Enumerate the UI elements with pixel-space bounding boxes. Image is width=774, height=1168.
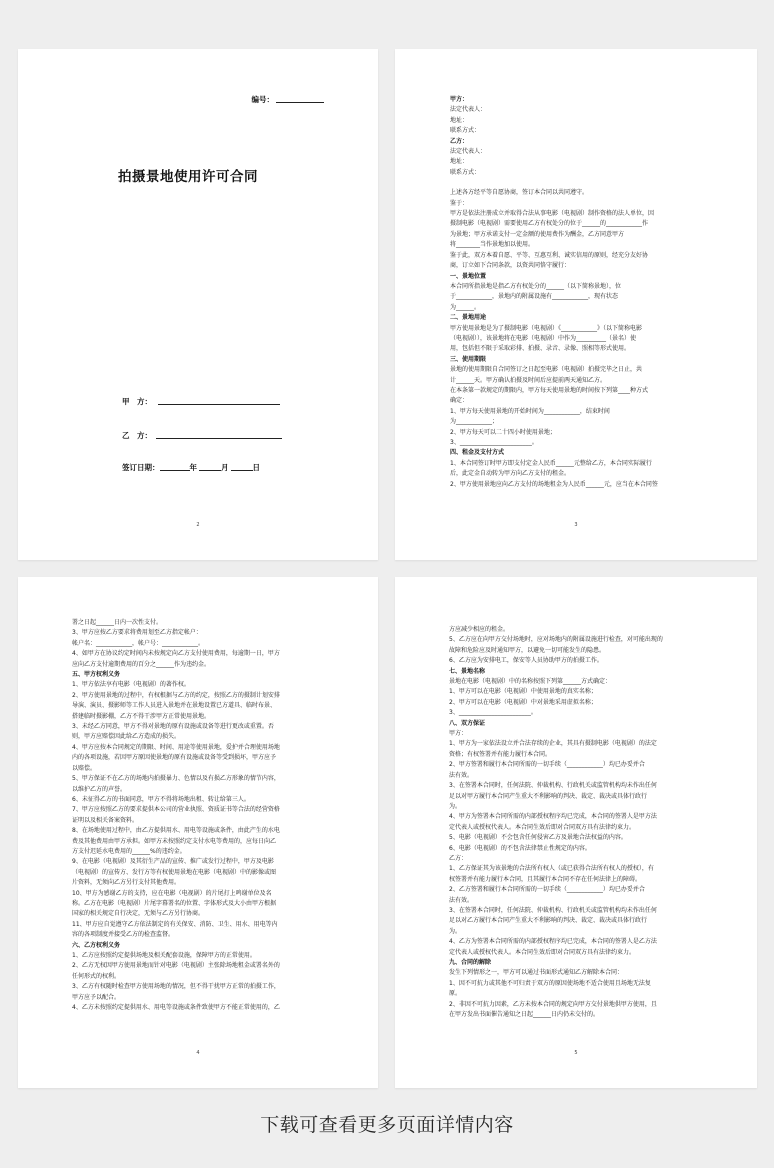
party-b-blank (156, 430, 282, 439)
body-line: （电视剧）的宣传方、发行方等有权使用景地在电影（电视剧）中的影像或图 (72, 868, 277, 876)
page-body (72, 618, 324, 1013)
body-line: 将________当作景地加以使用。 (450, 241, 535, 249)
body-line: 在甲方发出书面催告通知之日起______日内仍未交付的。 (449, 1011, 600, 1019)
body-line: 鉴于此，双方本着自愿、平等、互惠互利、诚实信用的原则，经充分友好协 (450, 251, 649, 259)
body-line: 发生下列情形之一，甲方可以通过书面形式通知乙方解除本合同： (449, 969, 624, 977)
body-line: 则，甲方应赔偿因此给乙方造成的损失。 (72, 733, 181, 741)
body-line: 上述各方经平等自愿协商，签订本合同以共同遵守。 (450, 189, 589, 197)
page-number: 4 (196, 1050, 200, 1056)
day-label: 日 (252, 463, 260, 472)
body-line: 甲方使用景地是为了摄制电影（电视剧）《____________》（以下简称电影 (450, 324, 643, 332)
contract-page-5 (395, 577, 757, 1088)
body-line: 鉴于： (450, 199, 469, 207)
body-line: 片资料，无须向乙方另行支付其他费用。 (72, 879, 181, 887)
section-heading: 四、租金及支付方式 (450, 449, 505, 457)
body-line: 1、因不可抗力或其他不可归责于双方的原因使场地不适合使用且场地无法复 (449, 979, 651, 987)
body-line: 6、未征得乙方的书面同意，甲方不得将场地出租、转让给第三人。 (72, 795, 250, 803)
body-line: 法有效。 (449, 896, 474, 904)
body-line: 4、甲方为签署本合同所需的内部授权程序均已完成，本合同的签署人是甲方法 (449, 813, 657, 821)
body-line: 4、乙方为签署本合同所需的内部授权程序均已完成，本合同的签署人是乙方法 (449, 938, 657, 946)
body-line: 2、甲方可以在电影（电视剧）中对景地采用虚拟名称； (449, 698, 597, 706)
body-line: 足以对乙方履行本合同产生重大不利影响的判决、裁定、裁决或具体行政行 (449, 917, 648, 925)
body-line: 3、在签署本合同时，任何法院、仲裁机构、行政机关或监管机构均未作出任何 (449, 782, 657, 790)
body-line: 为。 (449, 927, 462, 935)
body-line: 用，包括但不限于采取彩排、拍摄、录音、录像、照相等形式使用。 (450, 345, 631, 353)
body-line: 乙方： (449, 854, 468, 862)
body-line: 3、乙方有权随时检查甲方使用场地的情况，但不得干扰甲方正常的拍摄工作， (72, 983, 280, 991)
body-line: 为景地；甲方承诺支付一定金额的使用费作为酬金，乙方同意甲方 (450, 230, 625, 238)
body-line: 2、甲方每天可以二十四小时使用景地； (450, 428, 556, 436)
body-line: 方支付迟延水电费用的______%的违约金。 (72, 847, 186, 855)
body-line: 方应减少相应的租金。 (449, 626, 510, 633)
section-heading: 八、双方保证 (449, 719, 486, 727)
section-heading: 九、合同的解除 (449, 959, 492, 966)
body-line: 4、乙方未按照约定提供用水、用电等设施或条件致使甲方不能正常使用的，乙 (72, 1004, 280, 1012)
body-line: 1、乙方应按照约定提供场地及相关配套设施，保障甲方的正常使用。 (72, 952, 256, 959)
body-line: 足以对甲方履行本合同产生重大不利影响的判决、裁定、裁决或具体行政行 (449, 792, 648, 800)
body-line: 1、甲方每天使用景地的开始时间为____________，结束时间 (450, 407, 610, 415)
body-line: 署之日起______日内一次性支付。 (72, 619, 163, 626)
body-line: 联系方式： (450, 127, 481, 135)
body-line: 5、乙方应在向甲方交付场地时，应对场地内的附属设施进行检查，对可能出现的 (449, 636, 663, 644)
body-line: 1、甲方为一家依法设立并合法存续的企业，其具有摄制电影（电视剧）的法定 (449, 740, 657, 748)
body-line: 9、在电影（电视剧）及其衍生产品的宣传、推广或发行过程中，甲方及电影 (72, 858, 274, 866)
body-line: 5、电影（电视剧）不会包含任何侵害乙方及景地合法权益的内容。 (449, 834, 627, 842)
body-line: 地址： (450, 158, 469, 166)
body-line: 11、甲方应自觉遵守乙方依法制定的有关保安、消防、卫生、用水、用电等内 (72, 920, 278, 928)
body-line: 称。乙方在电影（电视剧）片尾字幕署名的位置、字体形式及大小由甲方根据 (72, 899, 277, 907)
body-line: 本合同所指景地是指乙方有权处分的______（以下简称景地），位 (450, 282, 622, 290)
section-heading: 六、乙方权利义务 (72, 941, 121, 949)
body-line: 1、乙方保证其为该景地的合法所有权人（或已获得合法所有权人的授权），有 (449, 865, 654, 873)
section-heading: 乙方： (450, 137, 469, 145)
body-line: 5、甲方保证不在乙方的场地内拍摄暴力、色情以及有损乙方形象的情节内容， (72, 775, 280, 783)
body-line: 为____________； (450, 418, 499, 426)
body-line: 2、非因不可抗力因素，乙方未按本合同的规定向甲方交付景地供甲方使用，且 (449, 1000, 657, 1008)
body-line: 资格；有权签署并有能力履行本合同。 (449, 750, 552, 758)
body-line: 法有效。 (449, 771, 474, 779)
day-blank (231, 462, 253, 471)
body-line: 3、甲方应按乙方要求将费用划至乙方指定帐户： (72, 629, 202, 637)
body-line: 1、甲方依法享有电影（电视剧）的著作权。 (72, 681, 190, 689)
body-line: 2、甲方使用景地应向乙方支付的场地租金为人民币______元，应当在本合同签 (450, 480, 658, 488)
section-heading: 甲方： (450, 96, 469, 103)
body-line: 1、本合同签订时甲方即支付定金人民币______元整给乙方，本合同实际履行 (450, 459, 652, 467)
body-line: 内的各项设施，若因甲方原因使景地的原有设施或设备等受到损坏，甲方应予 (72, 754, 277, 762)
serial-number-label: 编号： (251, 95, 274, 104)
body-line: 2、甲方签署和履行本合同所需的一切手续（____________）均已办妥并合 (449, 761, 645, 769)
party-a-label: 甲 方： (122, 397, 152, 406)
body-line: 在本条第一款规定的期限内，甲方每天使用景地的时间按下列第____种方式 (450, 386, 649, 394)
body-line: 法定代表人： (450, 106, 487, 114)
page-number: 5 (574, 1050, 578, 1056)
page-number: 3 (574, 522, 578, 528)
serial-number-field (252, 94, 325, 105)
body-line: 定代表人或授权代表人。本合同生效后即对合同双方具有法律约束力。 (449, 948, 636, 956)
body-line: 容的各项制度并接受乙方的检查监督。 (72, 931, 175, 939)
party-b-label: 乙 方： (122, 431, 152, 440)
section-heading: 一、景地位置 (450, 272, 487, 280)
section-heading: 七、景地名称 (449, 667, 486, 675)
body-line: 于____________，景地内的附属设施有____________，现有状态 (450, 293, 619, 301)
body-line: 国家的相关规定自行决定，无须与乙方另行协商。 (72, 910, 205, 918)
body-line: 2、乙方无权因甲方使用景地而针对电影（电视剧）主张除场地租金或署名外的 (72, 962, 280, 970)
body-line: 3、未经乙方同意，甲方不得对景地的原有设施或设备等进行更改或重置。否 (72, 723, 274, 731)
body-line: （电视剧）），该景地将在电影（电视剧）中作为__________（景名）使 (450, 334, 637, 342)
body-line: 10、甲方为感谢乙方的支持，应在电影（电视剧）的片尾打上鸣谢单位及名 (72, 889, 272, 897)
body-line: 地址： (450, 116, 469, 124)
download-caption[interactable]: 下载可查看更多页面详情内容 (260, 1114, 514, 1136)
party-a-signature (122, 396, 280, 407)
page-number: 2 (196, 522, 200, 528)
serial-number-blank (276, 94, 324, 103)
body-line: 3、________________________。 (450, 439, 538, 446)
contract-page-4 (18, 577, 378, 1088)
body-line: 甲方应予以配合。 (72, 993, 121, 1001)
body-line: 以赔偿。 (72, 764, 97, 772)
sign-date (122, 462, 260, 473)
body-line: 故障和危险应及时通知甲方，以避免一切可能发生的隐患。 (449, 646, 606, 654)
body-line: 3、在签署本合同时，任何法院、仲裁机构、行政机关或监管机构均未作出任何 (449, 906, 657, 914)
body-line: 导演、演员、摄影师等工作人员进入景地并在景地设置已方道具、临时布景、 (72, 702, 277, 710)
year-blank (160, 462, 190, 471)
body-line: 证明以及相关备案资料。 (72, 816, 139, 824)
body-line: 应向乙方支付逾期费用的百分之______作为违约金。 (72, 660, 211, 668)
body-line: 甲方： (449, 730, 468, 738)
body-line: 甲方是依法注册成立并取得合法从事电影（电视剧）制作资格的法人单位，因 (450, 210, 655, 218)
body-line: 6、乙方应为安排电工，保安等人员协助甲方的拍摄工作。 (449, 657, 603, 665)
body-line: 搭建临时摄影棚，乙方不得干涉甲方正常使用景地。 (72, 712, 211, 720)
month-label: 月 (221, 463, 229, 472)
body-line: 权签署并有能力履行本合同，且其履行本合同不存在任何法律上的障碍。 (449, 875, 642, 883)
year-label: 年 (189, 463, 197, 472)
sign-date-label: 签订日期： (122, 463, 160, 472)
body-line: 联系方式： (450, 168, 481, 176)
body-line: 摄制电影（电视剧）需要使用乙方有权处分的位于______的____________作 (450, 220, 649, 228)
body-line: 4、甲方应按本合同规定的期限、时间、用途等使用景地，爱护并合理使用场地 (72, 743, 280, 751)
body-line: 7、甲方应按照乙方的要求提供本公司的营业执照、资质证书等合法的经营资格 (72, 806, 280, 814)
month-blank (199, 462, 221, 471)
body-line: 6、电影（电视剧）的不包含法律禁止性规定的内容。 (449, 844, 591, 852)
body-line: 8、在场地使用过程中，由乙方提供用水、用电等设施或条件，由此产生的水电 (72, 827, 280, 835)
body-line: 景地在电影（电视剧）中的名称按照下列第______方式确定： (449, 678, 612, 686)
body-line: 确定： (450, 397, 469, 405)
body-line: 法定代表人： (450, 148, 487, 156)
contract-title: 拍摄景地使用许可合同 (118, 169, 258, 185)
body-line: 为。 (449, 802, 462, 810)
contract-page-3 (395, 49, 757, 560)
body-line: 2、乙方签署和履行本合同所需的一切手续（____________）均已办妥并合 (449, 886, 645, 894)
body-line: 帐户名：____________，帐户号：____________。 (72, 639, 205, 647)
section-heading: 五、甲方权利义务 (72, 671, 121, 679)
body-line: 3、________________________。 (449, 709, 537, 717)
party-a-blank (158, 396, 280, 405)
body-line: 后，此定金自动转为甲方向乙方支付的租金。 (450, 470, 571, 478)
body-line: 4、如甲方在协议约定时间内未按规定向乙方支付使用费用，每逾期一日，甲方 (72, 650, 280, 658)
section-heading: 三、使用期限 (450, 355, 487, 363)
body-line: 景地的使用期限自合同签订之日起至电影（电视剧）拍摄完毕之日止，共 (450, 366, 643, 374)
body-line: 以维护乙方的声誉。 (72, 785, 127, 793)
body-line: 商，订立如下合同条款，以资共同恪守履行： (450, 262, 571, 270)
body-line: 任何形式的权利。 (72, 972, 121, 980)
body-line: 1、甲方可以在电影（电视剧）中使用景地的真实名称； (449, 688, 597, 696)
body-line: 原。 (449, 990, 462, 998)
section-heading: 二、景地用途 (450, 314, 487, 322)
contract-page-cover (18, 49, 378, 560)
page-body (450, 95, 705, 490)
party-b-signature (122, 430, 282, 441)
body-line: 计______天。甲方确认拍摄及时间后应提前两天通知乙方。 (450, 376, 607, 384)
body-line: 费及其他费用由甲方承担。如甲方未按照约定支付水电等费用的，应每日向乙 (72, 837, 277, 845)
body-line: 2、甲方使用景地的过程中，有权根据与乙方的约定，按照乙方的摄制计划安排 (72, 691, 280, 699)
body-line: 为______。 (450, 303, 481, 311)
body-line: 定代表人或授权代表人。本合同生效后即对合同双方具有法律约束力。 (449, 823, 636, 831)
page-body (449, 625, 703, 1020)
